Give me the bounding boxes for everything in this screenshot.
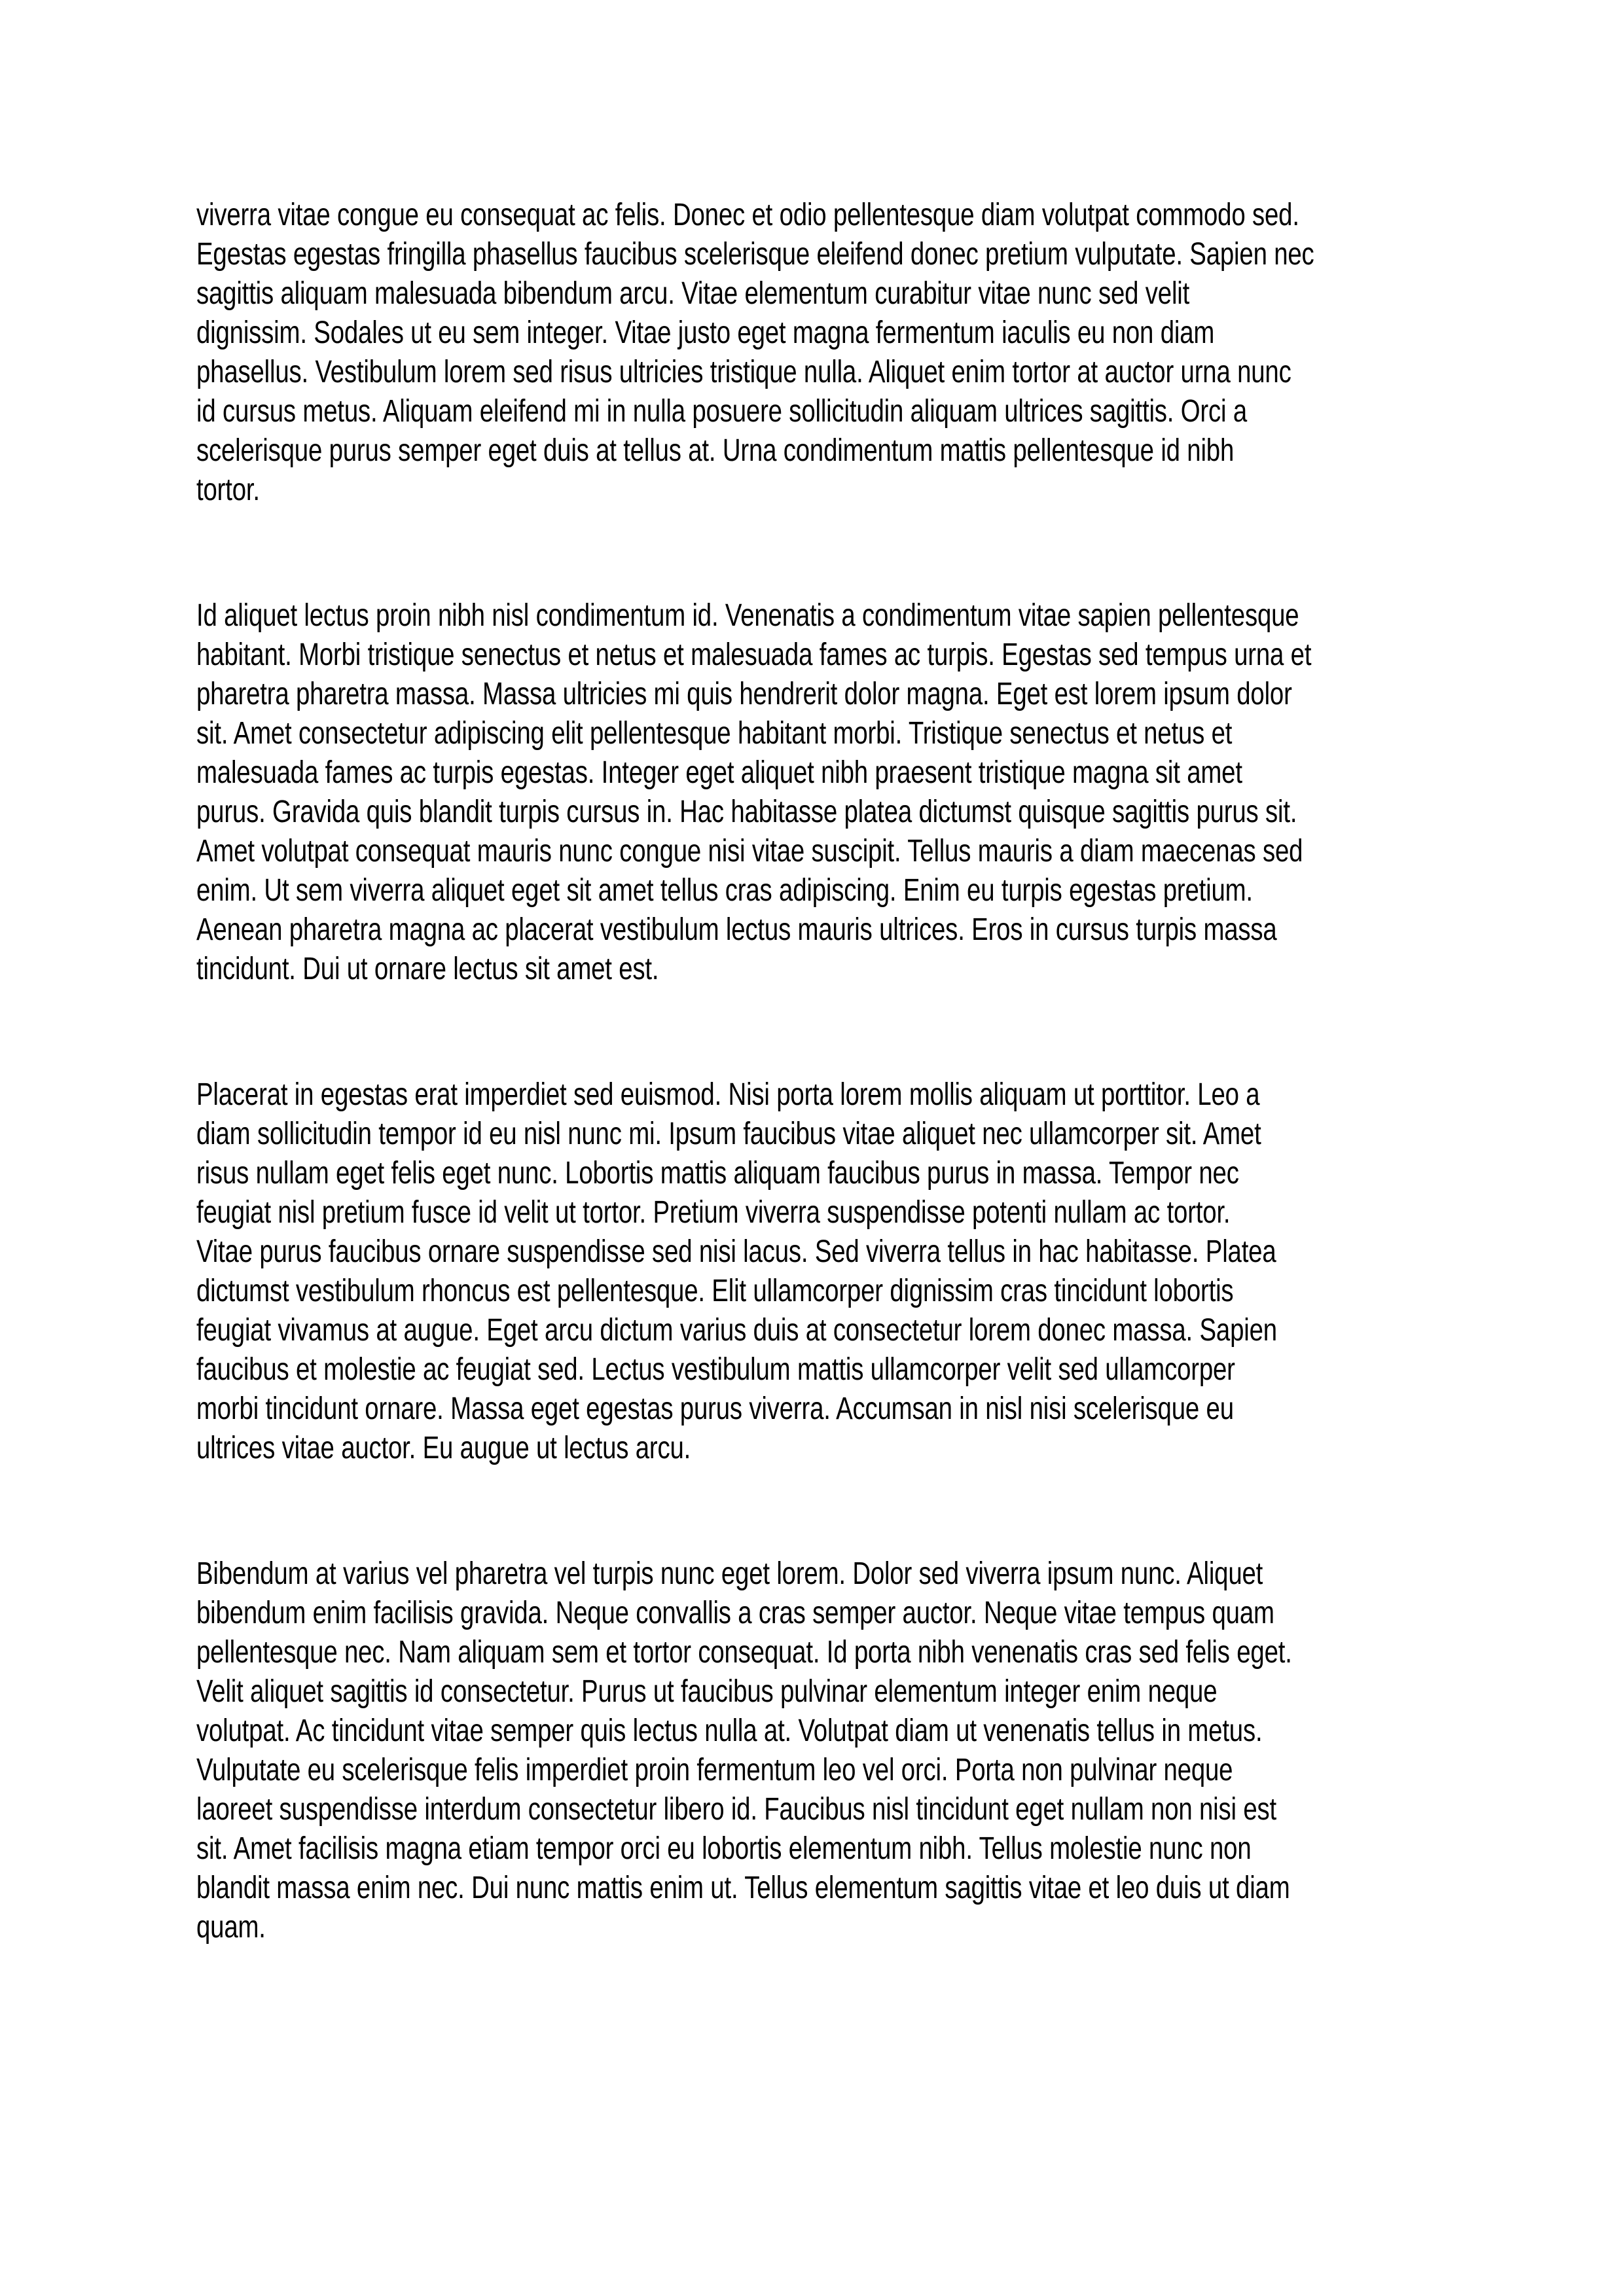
- text-line: habitant. Morbi tristique senectus et netus et malesuada fames ac turpis. Egestas sed tempus urna et: [196, 637, 1312, 672]
- text-line: morbi tincidunt ornare. Massa eget egestas purus viverra. Accumsan in nisl nisi scelerisque eu: [196, 1391, 1234, 1426]
- text-line: tincidunt. Dui ut ornare lectus sit amet est.: [196, 952, 659, 986]
- text-line: faucibus et molestie ac feugiat sed. Lectus vestibulum mattis ullamcorper velit sed ullamcorper: [196, 1352, 1235, 1387]
- text-line: malesuada fames ac turpis egestas. Integer eget aliquet nibh praesent tristique magna sit amet: [196, 755, 1242, 790]
- text-line: tortor.: [196, 473, 260, 507]
- text-line: purus. Gravida quis blandit turpis cursus in. Hac habitasse platea dictumst quisque sagittis purus sit.: [196, 795, 1297, 829]
- text-line: phasellus. Vestibulum lorem sed risus ultricies tristique nulla. Aliquet enim tortor at auctor urna nunc: [196, 355, 1291, 389]
- text-line: pharetra pharetra massa. Massa ultricies mi quis hendrerit dolor magna. Eget est lorem ipsum dolor: [196, 677, 1292, 711]
- text-line: Vitae purus faucibus ornare suspendisse sed nisi lacus. Sed viverra tellus in hac habitasse. Platea: [196, 1234, 1276, 1269]
- text-line: risus nullam eget felis eget nunc. Lobortis mattis aliquam faucibus purus in massa. Tempor nec: [196, 1156, 1239, 1191]
- text-line: laoreet suspendisse interdum consectetur libero id. Faucibus nisl tincidunt eget nullam non nisi est: [196, 1792, 1276, 1827]
- paragraph: [196, 1075, 1432, 1468]
- text-line: quam.: [196, 1910, 266, 1945]
- text-line: ultrices vitae auctor. Eu augue ut lectus arcu.: [196, 1431, 691, 1465]
- text-line: id cursus metus. Aliquam eleifend mi in nulla posuere sollicitudin aliquam ultrices sagittis. Orci a: [196, 394, 1248, 429]
- text-line: sagittis aliquam malesuada bibendum arcu. Vitae elementum curabitur vitae nunc sed velit: [196, 276, 1190, 311]
- text-line: feugiat vivamus at augue. Eget arcu dictum varius duis at consectetur lorem donec massa. Sapien: [196, 1313, 1277, 1348]
- text-line: Velit aliquet sagittis id consectetur. Purus ut faucibus pulvinar elementum integer enim neque: [196, 1674, 1218, 1709]
- text-line: Amet volutpat consequat mauris nunc congue nisi vitae suscipit. Tellus mauris a diam maecenas sed: [196, 834, 1303, 869]
- text-line: sit. Amet consectetur adipiscing elit pellentesque habitant morbi. Tristique senectus et netus et: [196, 716, 1233, 751]
- text-line: Id aliquet lectus proin nibh nisl condimentum id. Venenatis a condimentum vitae sapien pellentesque: [196, 598, 1299, 633]
- text-line: Vulputate eu scelerisque felis imperdiet proin fermentum leo vel orci. Porta non pulvinar neque: [196, 1753, 1233, 1787]
- text-line: dignissim. Sodales ut eu sem integer. Vitae justo eget magna fermentum iaculis eu non diam: [196, 315, 1215, 350]
- text-line: pellentesque nec. Nam aliquam sem et tortor consequat. Id porta nibh venenatis cras sed felis eget.: [196, 1635, 1292, 1670]
- text-line: scelerisque purus semper eget duis at tellus at. Urna condimentum mattis pellentesque id nibh: [196, 433, 1235, 468]
- text-line: viverra vitae congue eu consequat ac felis. Donec et odio pellentesque diam volutpat commodo sed.: [196, 198, 1299, 232]
- text-line: dictumst vestibulum rhoncus est pellentesque. Elit ullamcorper dignissim cras tincidunt lobortis: [196, 1274, 1234, 1308]
- text-line: feugiat nisl pretium fusce id velit ut tortor. Pretium viverra suspendisse potenti nullam ac tortor.: [196, 1195, 1231, 1230]
- text-line: sit. Amet facilisis magna etiam tempor orci eu lobortis elementum nibh. Tellus molestie nunc non: [196, 1831, 1252, 1866]
- text-line: diam sollicitudin tempor id eu nisl nunc mi. Ipsum faucibus vitae aliquet nec ullamcorper sit. Amet: [196, 1117, 1261, 1151]
- paragraph: [196, 596, 1432, 989]
- text-line: Bibendum at varius vel pharetra vel turpis nunc eget lorem. Dolor sed viverra ipsum nunc. Aliquet: [196, 1556, 1263, 1591]
- text-line: blandit massa enim nec. Dui nunc mattis enim ut. Tellus elementum sagittis vitae et leo duis ut diam: [196, 1871, 1290, 1905]
- text-line: bibendum enim facilisis gravida. Neque convallis a cras semper auctor. Neque vitae tempus quam: [196, 1596, 1274, 1630]
- text-line: enim. Ut sem viverra aliquet eget sit amet tellus cras adipiscing. Enim eu turpis egestas pretium.: [196, 873, 1253, 908]
- text-line: Egestas egestas fringilla phasellus faucibus scelerisque eleifend donec pretium vulputate. Sapien nec: [196, 237, 1314, 272]
- paragraph: [196, 1554, 1432, 1947]
- document-content: [196, 196, 1432, 2034]
- text-line: Placerat in egestas erat imperdiet sed euismod. Nisi porta lorem mollis aliquam ut porttitor. Leo a: [196, 1077, 1260, 1112]
- text-line: Aenean pharetra magna ac placerat vestibulum lectus mauris ultrices. Eros in cursus turpis massa: [196, 912, 1277, 947]
- paragraph: [196, 196, 1432, 510]
- text-line: volutpat. Ac tincidunt vitae semper quis lectus nulla at. Volutpat diam ut venenatis tellus in metus.: [196, 1713, 1263, 1748]
